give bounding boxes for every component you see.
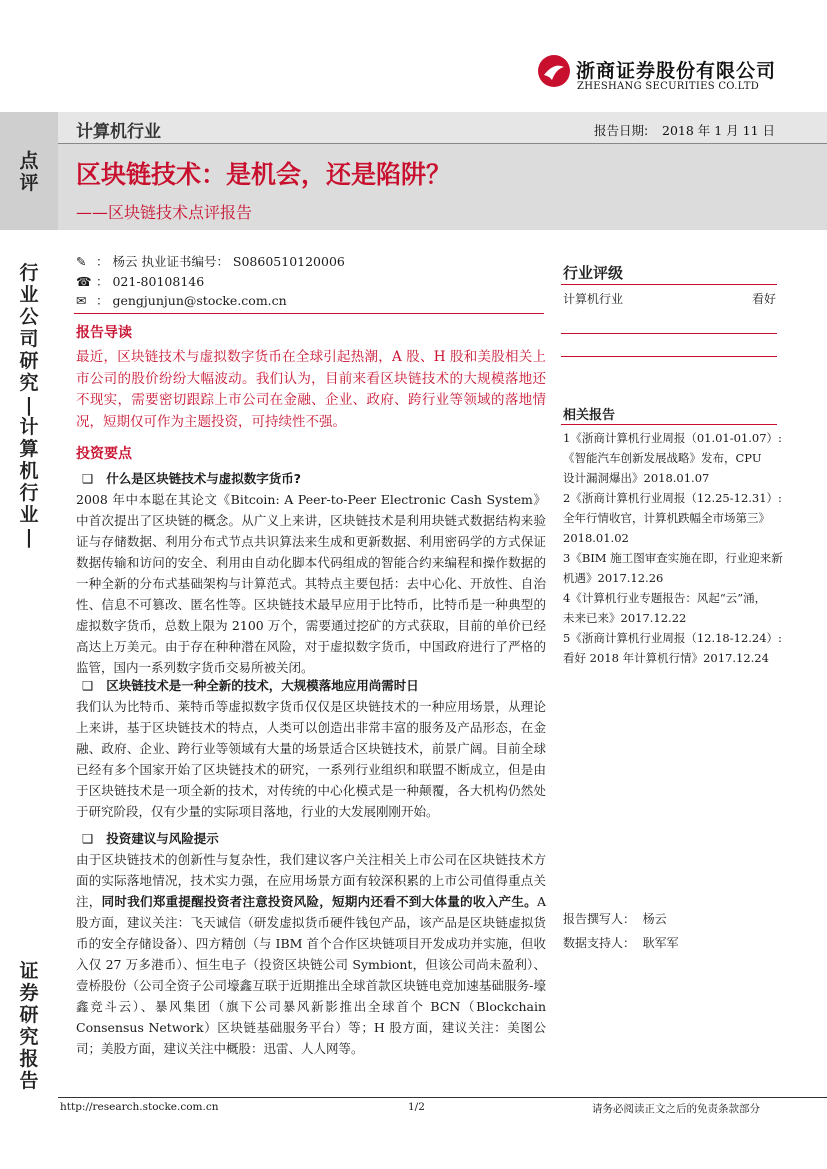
rating-sector: 计算机行业 [563, 292, 624, 306]
checkbox-icon: ❑ [82, 678, 94, 693]
phone-icon: ☎ [76, 274, 92, 289]
related-item-4[interactable]: 4《计算机行业专题报告：风起“云”涌， 未来已来》2017.12.22 [563, 591, 767, 625]
related-heading: 相关报告 [563, 408, 616, 423]
header-divider [58, 143, 827, 144]
writer-row: 报告撰写人： 杨云 [563, 912, 667, 926]
logo-mark-icon [537, 54, 571, 88]
bullet-3-title: ❑ 投资建议与风险提示 [82, 831, 219, 846]
related-item-5[interactable]: 5《浙商计算机行业周报（12.18-12.24）: 看好 2018 年计算机行情》2017.12.24 [563, 631, 782, 665]
mail-icon: ✉ [76, 293, 87, 308]
analyst-info: ： 杨云 执业证书编号： S0860510120006 [96, 254, 345, 269]
side-label-middle: 行 业 公 司 研 究 | 计 算 机 行 业 | [19, 262, 39, 548]
company-logo [537, 54, 571, 88]
bullet-2-title: ❑ 区块链技术是一种全新的技术，大规模落地应用尚需时日 [82, 678, 419, 693]
email-row [76, 291, 287, 309]
related-divider [561, 424, 777, 425]
related-item-3[interactable]: 3《BIM 施工图审查实施在即，行业迎来新 机遇》2017.12.26 [563, 551, 783, 585]
writer-name: 杨云 [642, 912, 667, 926]
points-heading: 投资要点 [76, 446, 132, 462]
rating-divider [561, 284, 777, 285]
side-label-bottom: 证 券 研 究 报 告 [19, 960, 39, 1092]
phone-row [76, 272, 204, 290]
analyst-row [76, 252, 345, 270]
footer-disclaimer: 请务必阅读正文之后的免责条款部分 [592, 1103, 760, 1115]
bullet-1-text: 2008 年中本聪在其论文《Bitcoin: A Peer-to-Peer Electronic Cash System》中首次提出了区块链的概念。从广义上来讲，区块链技术是利用块链式数据结构来验证与存储数据、利用分布式节点共识算法来生成和更新数据、利用密码学的方式保证数据传输和访问的安全、利用由自动化脚本代码组成的智能合约来编程和操作数据的一种全新的分布式基础架构与计算范式。其特点主要包括：去中心化、开放性、自治性、信息不可篡改、匿名性等。区块链技术最早应用于比特币，比特币是一种典型的虚拟数字货币，总数上限为 2100 万个，需要通过挖矿的方式获取，目前的单价已经高达上万美元。由于存在种种潜在风险，对于虚拟数字货币，中国政府进行了严格的监管，国内一系列数字货币交易所被关闭。 [76, 492, 546, 675]
email-address[interactable]: ： gengjunjun@stocke.com.cn [96, 293, 287, 308]
report-title: 区块链技术：是机会，还是陷阱？ [76, 160, 452, 189]
footer-url[interactable]: http://research.stocke.com.cn [60, 1101, 219, 1113]
company-cn-name: 浙商证券股份有限公司 [576, 60, 777, 82]
report-date: 2018 年 1 月 11 日 [662, 123, 776, 138]
related-item-2[interactable]: 2《浙商计算机行业周报（12.25-12.31）: 全年行情收官，计算机跌幅全市场第三》 2018.01.02 [563, 491, 782, 545]
intro-heading: 报告导读 [76, 325, 132, 341]
rating-heading: 行业评级 [563, 264, 624, 282]
industry-label: 计算机行业 [76, 122, 161, 142]
related-list [563, 428, 783, 668]
rating-value: 看好 [752, 292, 777, 306]
support-row: 数据支持人： 耿军军 [563, 936, 679, 950]
intro-text: 最近，区块链技术与虚拟数字货币在全球引起热潮，A 股、H 股和美股相关上市公司的股价纷纷大幅波动。我们认为，目前来看区块链技术的大规模落地还不现实，需要密切跟踪上市公司在金融、企业、政府、跨行业等领域的落地情况，短期仅可作为主题投资，可持续性不强。 [76, 349, 546, 430]
contact-divider [74, 313, 544, 314]
bullet-3-text: 由于区块链技术的创新性与复杂性，我们建议客户关注相关上市公司在区块链技术方面的实际落地情况，技术实力强，在应用场景方面有较深积累的上市公司值得重点关注，同时我们郑重提醒投资者注意投资风险，短期内还看不到大体量的收入产生。A 股方面，建议关注：飞天诚信（研发虚拟货币硬件钱包产品，该产品是区块链虚拟货币的安全存储设备）、四方精创（与 IBM 首个合作区块链项目开发成功并实施，但收入仅 27 万多港币）、恒生电子（投资区块链公司 Symbiont，但该公司尚未盈利）、壹桥股份（公司全资子公司壕鑫互联于近期推出全球首款区块链电竞加速基础服务-壕鑫竞斗云）、暴风集团（旗下公司暴风新影推出全球首个 BCN（Blockchain Consensus Network）区块链基础服务平台）等；H 股方面，建议关注：美图公司；美股方面，建议关注中概股：迅雷、人人网等。 [76, 852, 546, 1056]
rating-line-1 [561, 333, 777, 334]
bullet-2-text: 我们认为比特币、莱特币等虚拟数字货币仅仅是区块链技术的一种应用场景，从理论上来讲，基于区块链技术的特点，人类可以创造出非常丰富的服务及产品形态，在金融、政府、企业、跨行业等领域有大量的场景适合区块链技术，前景广阔。目前全球已经有多个国家开始了区块链技术的研究，一系列行业组织和联盟不断成立，但是由于区块链技术是一项全新的技术，对传统的中心化模式是一种颠覆，各大机构仍然处于研究阶段，仅有少量的实际项目落地，行业的大发展刚刚开始。 [76, 699, 546, 819]
report-date-label: 报告日期: [594, 123, 649, 138]
footer-divider [58, 1097, 827, 1098]
rating-line-2 [561, 356, 777, 357]
checkbox-icon: ❑ [82, 831, 94, 846]
page-number: 1/2 [408, 1101, 425, 1113]
support-name: 耿军军 [642, 936, 679, 950]
bullet-1-title: ❑ 什么是区块链技术与虚拟数字货币? [82, 471, 302, 486]
checkbox-icon: ❑ [82, 471, 94, 486]
company-en-name: ZHESHANG SECURITIES CO.LTD [577, 81, 760, 92]
pen-icon: ✎ [76, 254, 87, 269]
related-item-1[interactable]: 1《浙商计算机行业周报（01.01-01.07）: 《智能汽车创新发展战略》发布，CPU 设计漏洞爆出》2018.01.07 [563, 431, 782, 485]
phone-number: ： 021-80108146 [96, 274, 205, 289]
side-label-top: 点 评 [19, 150, 39, 194]
report-subtitle: ——区块链技术点评报告 [76, 203, 253, 222]
